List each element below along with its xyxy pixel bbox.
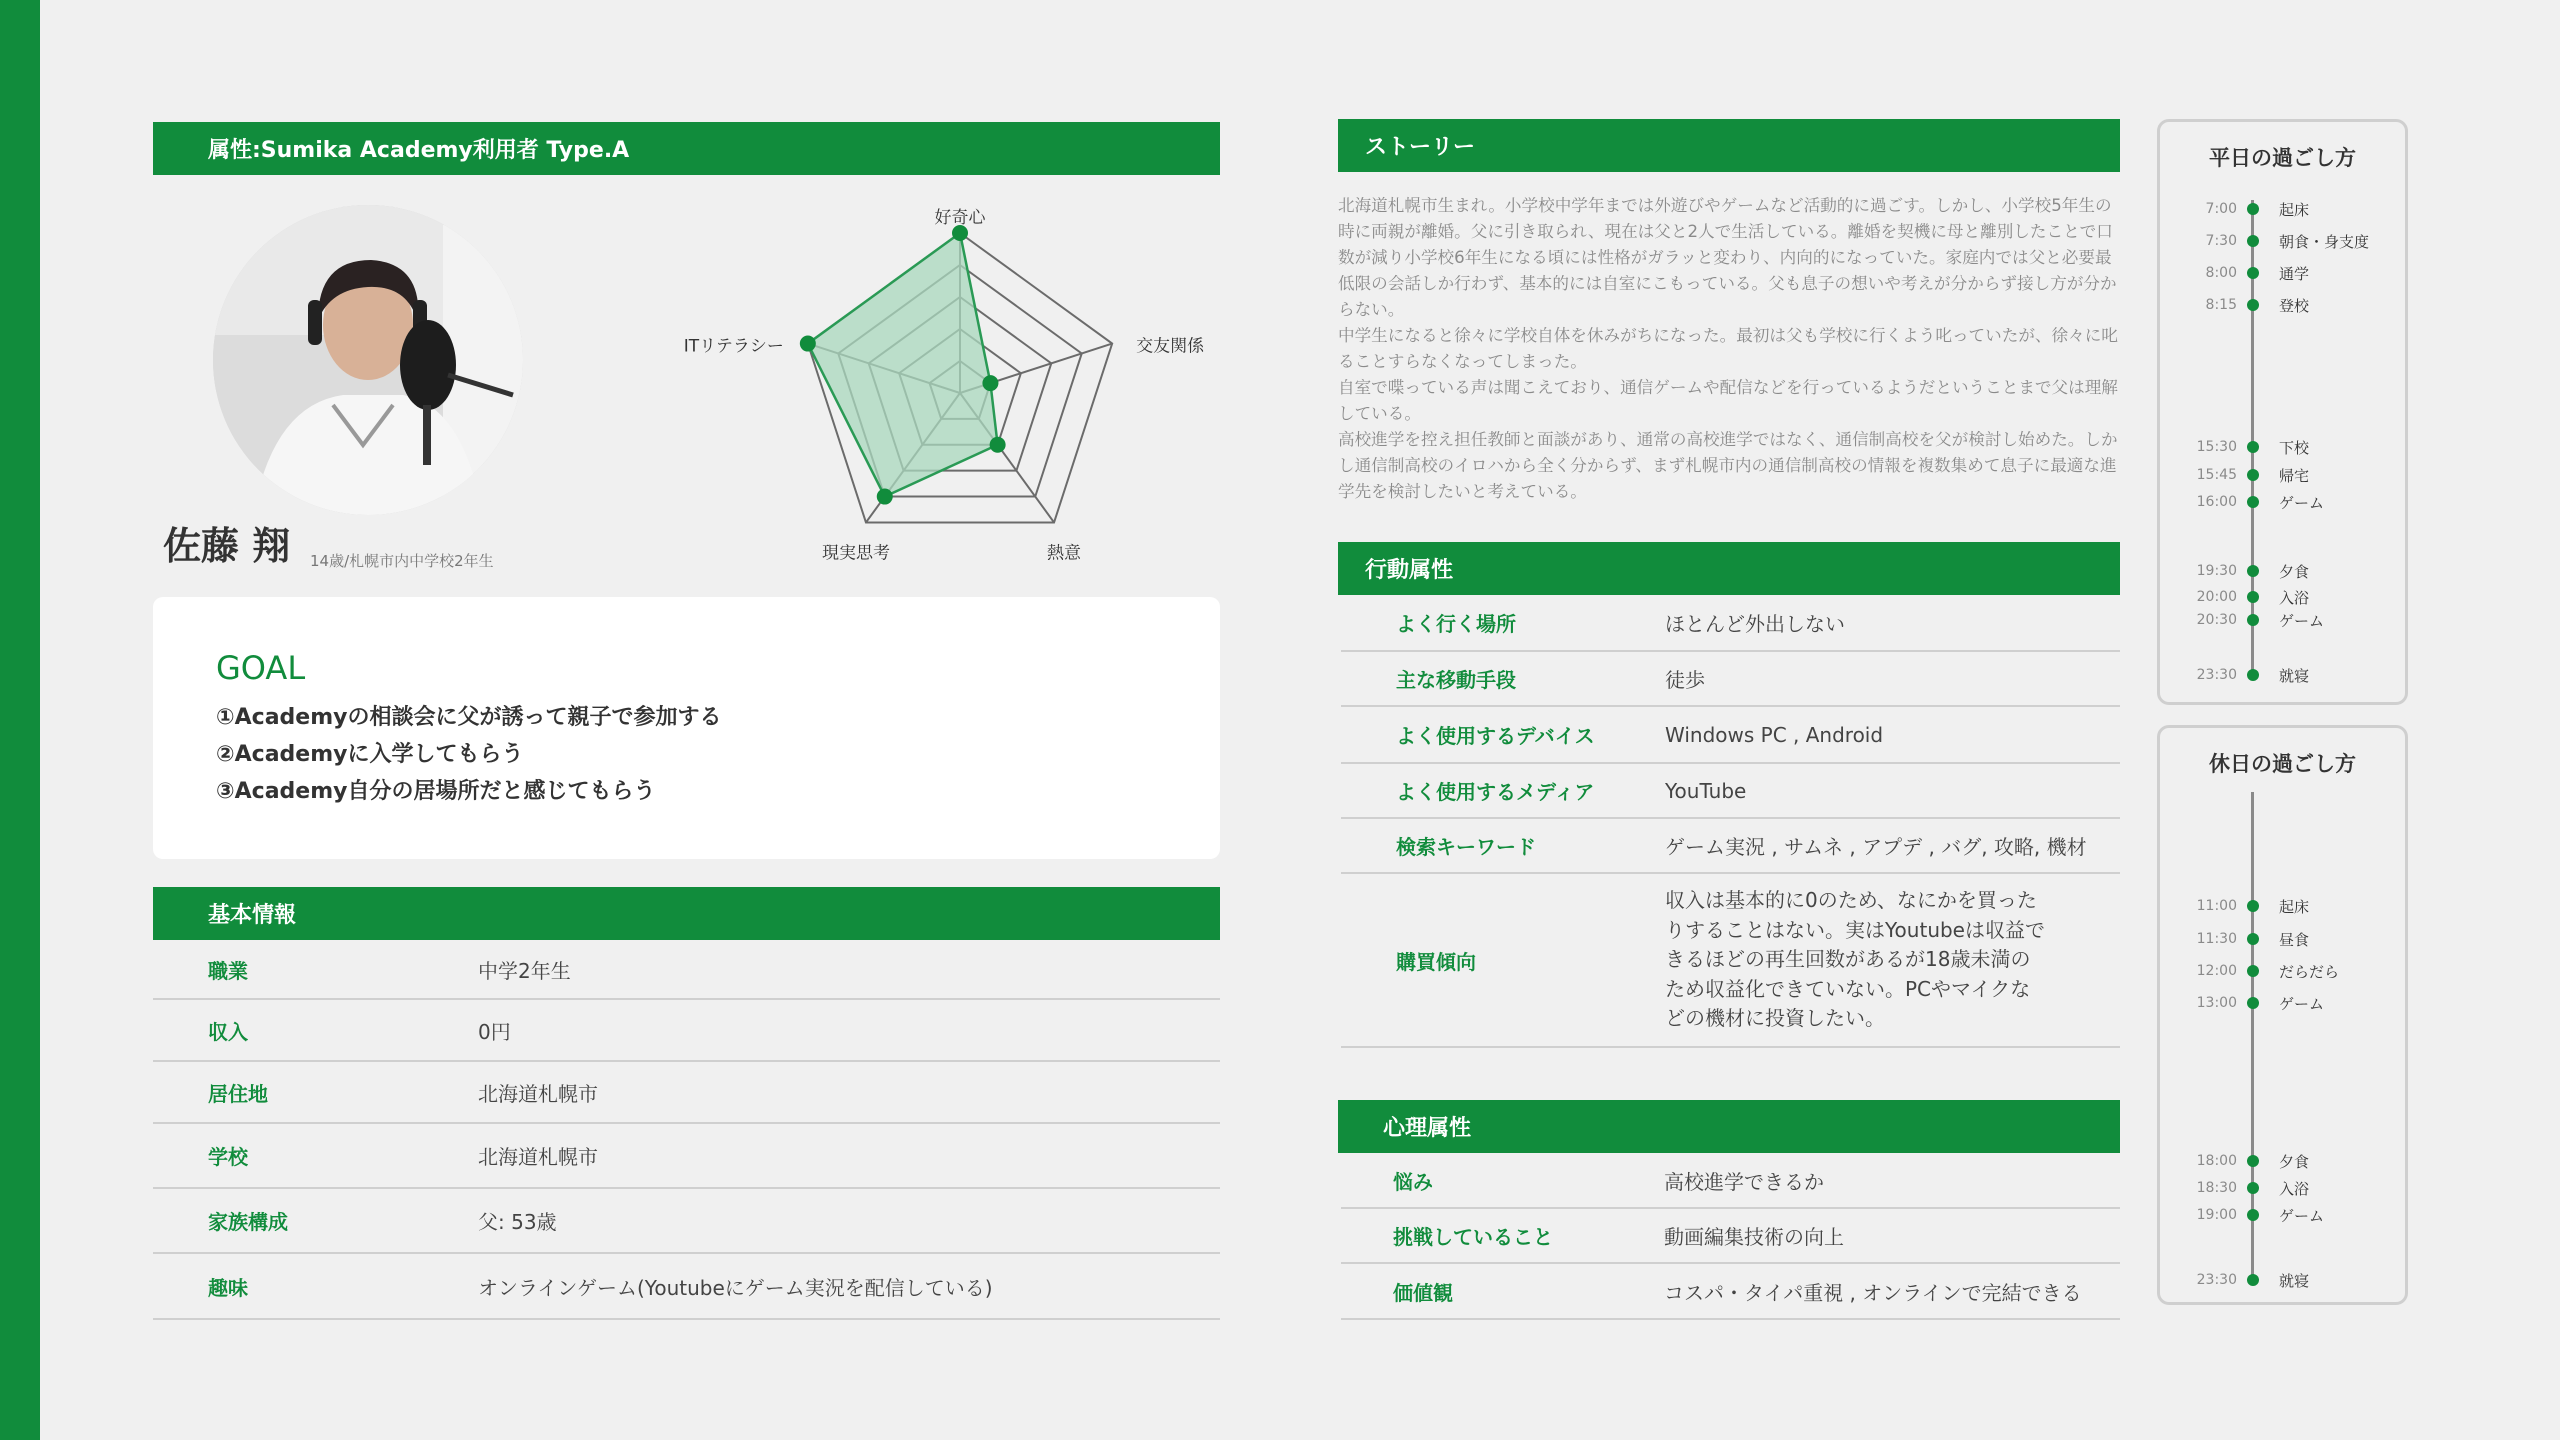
event-time: 19:30 <box>2196 563 2237 579</box>
event-label: ゲーム <box>2279 994 2325 1013</box>
event-label: 夕食 <box>2279 1152 2310 1171</box>
schedule-event <box>2177 465 2309 485</box>
persona-name: 佐藤 翔 <box>163 524 291 568</box>
schedule-event <box>2177 1205 2324 1225</box>
holiday-schedule-title: 休日の過ごし方 <box>2209 752 2356 776</box>
row-value: ゲーム実況 , サムネ , アプデ , バグ, 攻略, 機材 <box>1665 835 2087 859</box>
radar-data-point <box>990 437 1006 453</box>
event-label: ゲーム <box>2279 493 2325 512</box>
timeline-dot <box>2247 1182 2259 1194</box>
schedule-event <box>2177 199 2309 219</box>
event-time: 8:15 <box>2205 297 2237 313</box>
goal-item: ③Academy自分の居場所だと感じてもらう <box>216 779 656 804</box>
timeline-dot <box>2247 267 2259 279</box>
story-paragraph: 中学生になると徐々に学校自体を休みがちになった。最初は父も学校に行くよう叱っていたが、徐々に叱ることすらなくなってしまった。 <box>1338 326 2118 371</box>
schedule-event <box>2177 1178 2309 1198</box>
event-label: 下校 <box>2279 438 2310 457</box>
event-label: 入浴 <box>2279 588 2310 607</box>
timeline-dot <box>2247 1274 2259 1286</box>
attribute-header-text: 属性:Sumika Academy利用者 Type.A <box>208 138 630 163</box>
basic-info-row <box>153 1189 1220 1254</box>
row-value-line: どの機材に投資したい。 <box>1665 1006 1885 1031</box>
row-value: 北海道札幌市 <box>478 1081 598 1106</box>
event-time: 11:00 <box>2196 898 2237 914</box>
event-label: 入浴 <box>2279 1179 2310 1198</box>
event-time: 8:00 <box>2205 265 2237 281</box>
timeline-dot <box>2247 933 2259 945</box>
event-label: ゲーム <box>2279 1206 2325 1225</box>
row-value: 0円 <box>478 1019 511 1044</box>
row-value: 動画編集技術の向上 <box>1664 1225 1844 1249</box>
row-value-line: ため収益化できていない。PCやマイクな <box>1665 976 2031 1001</box>
event-time: 7:00 <box>2205 201 2237 217</box>
row-value: ほとんど外出しない <box>1665 612 1845 636</box>
goal-item: ①Academyの相談会に父が誘って親子で参加する <box>216 705 722 730</box>
row-label: 収入 <box>208 1019 248 1044</box>
goal-card <box>153 597 1220 859</box>
row-label: 挑戦していること <box>1393 1225 1553 1249</box>
timeline-dot <box>2247 669 2259 681</box>
schedule-event <box>2177 665 2309 685</box>
event-label: 起床 <box>2279 200 2310 219</box>
radar-axis-label: 好奇心 <box>934 208 986 228</box>
schedule-event <box>2177 610 2324 630</box>
schedule-event <box>2177 993 2324 1013</box>
schedule-event <box>2177 295 2309 315</box>
radar-data-point <box>877 489 893 505</box>
goal-item: ②Academyに入学してもらう <box>216 742 524 767</box>
row-value: 中学2年生 <box>478 958 571 983</box>
radar-data-point <box>982 375 998 391</box>
timeline-dot <box>2247 235 2259 247</box>
row-label: 悩み <box>1393 1169 1433 1194</box>
timeline-dot <box>2247 997 2259 1009</box>
basic-info-row <box>153 1124 1220 1189</box>
event-label: 帰宅 <box>2279 466 2310 485</box>
behavior-row <box>1341 874 2120 1048</box>
schedule-event <box>2177 561 2309 581</box>
behavior-header <box>1338 542 2120 595</box>
row-label: 主な移動手段 <box>1396 668 1516 692</box>
event-time: 18:00 <box>2196 1153 2237 1169</box>
event-label: 朝食・身支度 <box>2279 232 2370 251</box>
story-text <box>1338 193 2118 505</box>
event-time: 19:00 <box>2196 1207 2237 1223</box>
row-value: 高校進学できるか <box>1664 1169 1824 1194</box>
event-label: 通学 <box>2279 264 2310 283</box>
psych-header <box>1338 1100 2120 1153</box>
schedule-event <box>2177 929 2309 949</box>
event-label: 昼食 <box>2279 930 2310 949</box>
row-value: YouTube <box>1665 778 1747 803</box>
psych-row <box>1341 1153 2120 1209</box>
row-label: 趣味 <box>208 1275 248 1300</box>
basic-info-row <box>153 1254 1220 1320</box>
timeline-dot <box>2247 469 2259 481</box>
timeline-dot <box>2247 900 2259 912</box>
row-label: 職業 <box>208 958 248 983</box>
timeline-dot <box>2247 203 2259 215</box>
attribute-header <box>153 122 1220 175</box>
timeline-dot <box>2247 591 2259 603</box>
row-value-line: きるほどの再生回数があるが18歳未満の <box>1665 947 2031 972</box>
event-time: 20:00 <box>2196 589 2237 605</box>
timeline-dot <box>2247 1155 2259 1167</box>
row-value: 北海道札幌市 <box>478 1145 598 1169</box>
story-paragraph: 北海道札幌市生まれ。小学校中学年までは外遊びやゲームなど活動的に過ごす。しかし、小学校5年生の時に両親が離婚。父に引き取られ、現在は父と2人で生活している。離婚を契機に母と離別したことで口数が減り小学校6年生になる頃には性格がガラッと変わり、内向的になっていた。家庭内では父と必要最低限の会話しか行わず、基本的には自室にこもっている。父も息子の想いや考えが分からず接し方が分からない。 <box>1338 196 2117 319</box>
row-value: 父: 53歳 <box>478 1210 557 1234</box>
row-value: Windows PC , Android <box>1665 722 1884 747</box>
radar-axis-label: 現実思考 <box>821 543 890 564</box>
row-label: よく行く場所 <box>1396 612 1516 636</box>
behavior-row <box>1341 595 2120 652</box>
event-time: 16:00 <box>2196 494 2237 510</box>
behavior-title: 行動属性 <box>1365 558 1454 583</box>
row-value-multiline <box>1665 886 2045 1034</box>
event-label: ゲーム <box>2279 611 2325 630</box>
psych-title: 心理属性 <box>1383 1116 1472 1141</box>
basic-info-row <box>153 1062 1220 1124</box>
timeline-dot <box>2247 299 2259 311</box>
event-time: 12:00 <box>2196 963 2237 979</box>
basic-info-row <box>153 940 1220 1000</box>
event-time: 13:00 <box>2196 995 2237 1011</box>
schedule-event <box>2177 231 2369 251</box>
row-value-line: 収入は基本的に0のため、なにかを買った <box>1665 888 2037 913</box>
row-label: 検索キーワード <box>1396 835 1536 859</box>
event-label: 起床 <box>2279 897 2310 916</box>
row-value: オンラインゲーム(Youtubeにゲーム実況を配信している) <box>478 1275 993 1300</box>
behavior-row <box>1341 819 2120 874</box>
event-label: 就寝 <box>2279 666 2310 685</box>
schedule-event <box>2177 263 2309 283</box>
left-accent-stripe <box>0 0 40 1440</box>
row-value-line: りすることはない。実はYoutubeは収益で <box>1665 917 2045 942</box>
event-time: 23:30 <box>2196 667 2237 683</box>
goal-title: GOAL <box>216 649 306 687</box>
event-time: 7:30 <box>2205 233 2237 249</box>
radar-chart <box>640 188 1240 588</box>
schedule-event <box>2177 896 2309 916</box>
basic-info-row <box>153 1000 1220 1062</box>
timeline-dot <box>2247 614 2259 626</box>
avatar-photo-illustration <box>213 205 523 515</box>
avatar <box>213 205 523 515</box>
behavior-row <box>1341 652 2120 707</box>
behavior-row <box>1341 707 2120 764</box>
story-title: ストーリー <box>1365 135 1476 160</box>
row-value: 徒歩 <box>1665 668 1705 692</box>
weekday-schedule-title: 平日の過ごし方 <box>2209 146 2356 170</box>
timeline-dot <box>2247 565 2259 577</box>
psych-row <box>1341 1209 2120 1264</box>
event-label: 夕食 <box>2279 562 2310 581</box>
radar-data-point <box>800 336 816 352</box>
event-time: 15:30 <box>2196 439 2237 455</box>
timeline-dot <box>2247 496 2259 508</box>
schedule-event <box>2177 587 2309 607</box>
radar-series-area <box>808 233 998 497</box>
radar-axis-label: ITリテラシー <box>683 336 784 357</box>
radar-axis-label: 熱意 <box>1047 543 1082 564</box>
radar-axis-label: 交友関係 <box>1136 336 1205 357</box>
story-paragraph: 高校進学を控え担任教師と面談があり、通常の高校進学ではなく、通信制高校を父が検討し始めた。しかし通信制高校のイロハから全く分からず、まず札幌市内の通信制高校の情報を複数集めて息子に最適な進学先を検討したいと考えている。 <box>1338 430 2118 501</box>
event-label: だらだら <box>2279 962 2340 981</box>
row-label: 購買傾向 <box>1396 949 1476 974</box>
timeline-dot <box>2247 441 2259 453</box>
event-time: 18:30 <box>2196 1180 2237 1196</box>
row-label: 居住地 <box>208 1081 268 1106</box>
event-time: 15:45 <box>2196 467 2237 483</box>
event-label: 登校 <box>2279 296 2310 315</box>
basic-info-title: 基本情報 <box>208 903 297 928</box>
story-paragraph: 自室で喋っている声は聞こえており、通信ゲームや配信などを行っているようだということまで父は理解している。 <box>1338 378 2118 423</box>
behavior-row <box>1341 764 2120 819</box>
timeline-dot <box>2247 965 2259 977</box>
timeline-dot <box>2247 1209 2259 1221</box>
row-label: よく使用するメディア <box>1396 780 1595 804</box>
persona-subtitle: 14歳/札幌市内中学校2年生 <box>310 552 494 570</box>
row-value: コスパ・タイパ重視 , オンラインで完結できる <box>1664 1280 2082 1305</box>
row-label: 学校 <box>208 1145 248 1169</box>
row-label: 価値観 <box>1393 1280 1453 1305</box>
row-label: よく使用するデバイス <box>1396 724 1595 748</box>
event-label: 就寝 <box>2279 1271 2310 1290</box>
event-time: 20:30 <box>2196 612 2237 628</box>
schedule-event <box>2177 492 2324 512</box>
schedule-event <box>2177 437 2309 457</box>
event-time: 11:30 <box>2196 931 2237 947</box>
schedule-event <box>2177 1270 2309 1290</box>
basic-info-header <box>153 887 1220 940</box>
event-time: 23:30 <box>2196 1272 2237 1288</box>
row-label: 家族構成 <box>208 1210 288 1234</box>
story-header <box>1338 119 2120 172</box>
schedule-event <box>2177 1151 2309 1171</box>
schedule-event <box>2177 961 2339 981</box>
psych-row <box>1341 1264 2120 1320</box>
